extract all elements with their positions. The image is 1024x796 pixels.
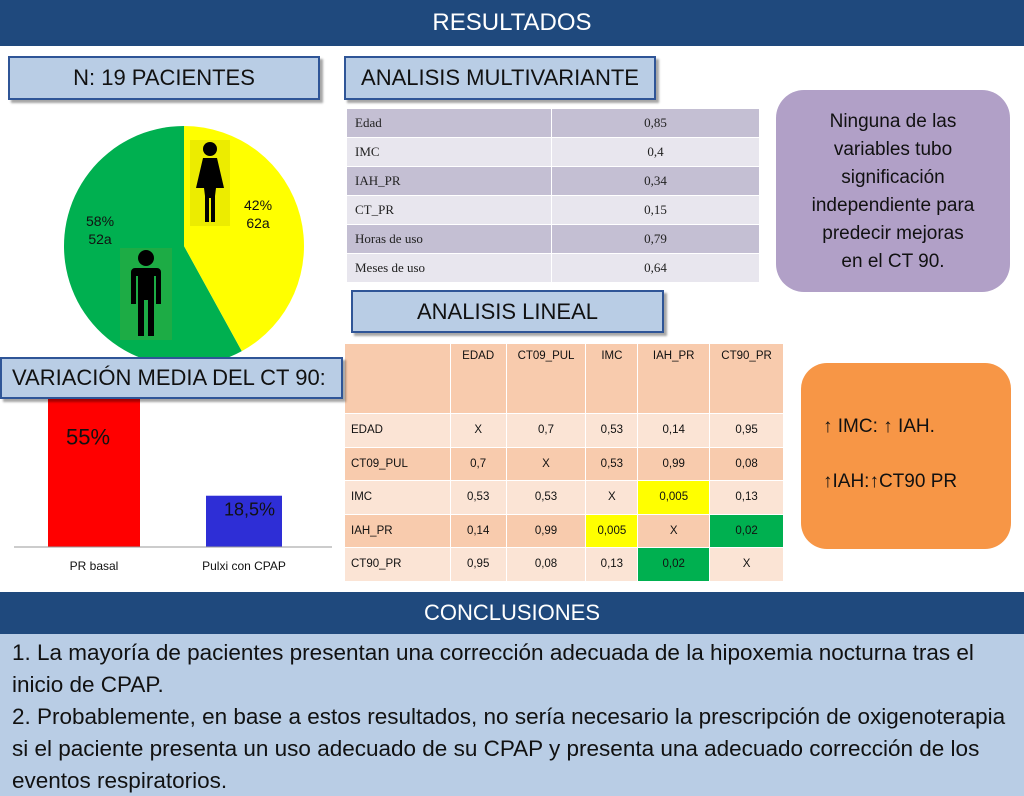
multivariate-variable: Horas de uso <box>347 225 552 254</box>
bar-pr-basal <box>48 395 140 547</box>
table-cell: 0,13 <box>710 481 784 515</box>
pie-label-female <box>244 196 272 232</box>
multivariate-value: 0,15 <box>552 196 760 225</box>
multivariate-value: 0,34 <box>552 167 760 196</box>
header-title: RESULTADOS <box>0 0 1024 46</box>
table-cell: 0,53 <box>586 447 638 481</box>
row-header: IMC <box>345 481 451 515</box>
table-row <box>347 196 760 225</box>
table-row <box>345 447 784 481</box>
note-line: en el CT 90. <box>841 251 945 272</box>
multivariate-value: 0,64 <box>552 254 760 283</box>
multivariate-variable: Meses de uso <box>347 254 552 283</box>
table-header-cell: IMC <box>586 344 638 414</box>
patients-count-label: N: 19 PACIENTES <box>8 56 320 100</box>
table-cell: 0,53 <box>506 481 586 515</box>
table-cell-highlight: 0,005 <box>586 514 638 548</box>
pie-label-male-pct: 58% <box>86 213 115 229</box>
multivariate-value: 0,85 <box>552 109 760 138</box>
category-label-pulxi-cpap: Pulxi con CPAP <box>202 559 286 573</box>
conclusions-text <box>0 634 1024 796</box>
note-line-imc: ↑ IMC: ↑ IAH. <box>823 416 935 437</box>
table-cell: 0,95 <box>710 414 784 448</box>
table-cell: X <box>638 514 710 548</box>
table-row <box>345 414 784 448</box>
table-header-cell: CT09_PUL <box>506 344 586 414</box>
table-row <box>345 514 784 548</box>
conclusion-1: 1. La mayoría de pacientes presentan una corrección adecuada de la hipoxemia nocturna tras el inicio de CPAP. <box>12 640 974 697</box>
multivariate-variable: CT_PR <box>347 196 552 225</box>
note-line: Ninguna de las <box>829 111 957 132</box>
table-cell: 0,7 <box>506 414 586 448</box>
table-cell: 0,53 <box>450 481 506 515</box>
multivariate-variable: IMC <box>347 138 552 167</box>
multivariate-value: 0,79 <box>552 225 760 254</box>
pie-label-male-age: 52a <box>88 231 112 247</box>
table-cell: 0,13 <box>586 548 638 582</box>
note-line: significación <box>841 167 945 188</box>
table-header-cell: CT90_PR <box>710 344 784 414</box>
row-header: CT90_PR <box>345 548 451 582</box>
table-row <box>347 138 760 167</box>
table-cell: X <box>450 414 506 448</box>
table-row <box>345 481 784 515</box>
pie-label-female-pct: 42% <box>244 197 273 213</box>
table-cell: X <box>710 548 784 582</box>
row-header: CT09_PUL <box>345 447 451 481</box>
category-label-pr-basal: PR basal <box>69 559 119 573</box>
table-cell: 0,14 <box>450 514 506 548</box>
table-cell: X <box>506 447 586 481</box>
table-cell: 0,99 <box>638 447 710 481</box>
data-label-pulxi-cpap: 18,5% <box>224 499 276 520</box>
woman-icon <box>190 140 230 226</box>
multivariate-title: ANALISIS MULTIVARIANTE <box>344 56 656 100</box>
table-cell-highlight: 0,02 <box>638 548 710 582</box>
ct90-variation-title: VARIACIÓN MEDIA DEL CT 90: <box>0 357 343 399</box>
pie-label-male <box>86 212 114 248</box>
row-header: IAH_PR <box>345 514 451 548</box>
table-row <box>347 254 760 283</box>
table-header-cell: IAH_PR <box>638 344 710 414</box>
table-header-row <box>345 344 784 414</box>
table-row <box>347 167 760 196</box>
multivariate-variable: IAH_PR <box>347 167 552 196</box>
conclusion-2: 2. Probablemente, en base a estos resultados, no sería necesario la prescripción de oxigenoterapia si el paciente presenta un uso adecuado de su CPAP y presenta una adecuado corrección de los eventos respiratorios. <box>12 704 1006 793</box>
linear-note <box>801 363 1011 549</box>
table-cell: 0,08 <box>710 447 784 481</box>
table-cell: 0,7 <box>450 447 506 481</box>
note-line: independiente para <box>811 195 975 216</box>
multivariate-note <box>776 90 1010 292</box>
multivariate-value: 0,4 <box>552 138 760 167</box>
table-header-cell: EDAD <box>450 344 506 414</box>
multivariate-variable: Edad <box>347 109 552 138</box>
note-line: predecir mejoras <box>822 223 964 244</box>
table-row <box>347 109 760 138</box>
table-cell: 0,95 <box>450 548 506 582</box>
row-header: EDAD <box>345 414 451 448</box>
table-cell: X <box>586 481 638 515</box>
ct90-bar-chart <box>0 395 340 585</box>
linear-title: ANALISIS LINEAL <box>351 290 664 333</box>
table-header-cell <box>345 344 451 414</box>
data-label-pr-basal: 55% <box>66 424 111 450</box>
table-row <box>345 548 784 582</box>
note-line: variables tubo <box>833 139 953 160</box>
multivariate-table <box>346 108 760 283</box>
note-line-iah: ↑IAH:↑CT90 PR <box>823 471 958 492</box>
conclusions-title: CONCLUSIONES <box>0 592 1024 634</box>
linear-table <box>344 343 784 582</box>
table-cell-highlight: 0,02 <box>710 514 784 548</box>
table-cell: 0,99 <box>506 514 586 548</box>
table-cell: 0,53 <box>586 414 638 448</box>
table-row <box>347 225 760 254</box>
man-icon <box>120 248 172 340</box>
table-cell-highlight: 0,005 <box>638 481 710 515</box>
pie-label-female-age: 62a <box>246 215 270 231</box>
table-cell: 0,08 <box>506 548 586 582</box>
table-cell: 0,14 <box>638 414 710 448</box>
